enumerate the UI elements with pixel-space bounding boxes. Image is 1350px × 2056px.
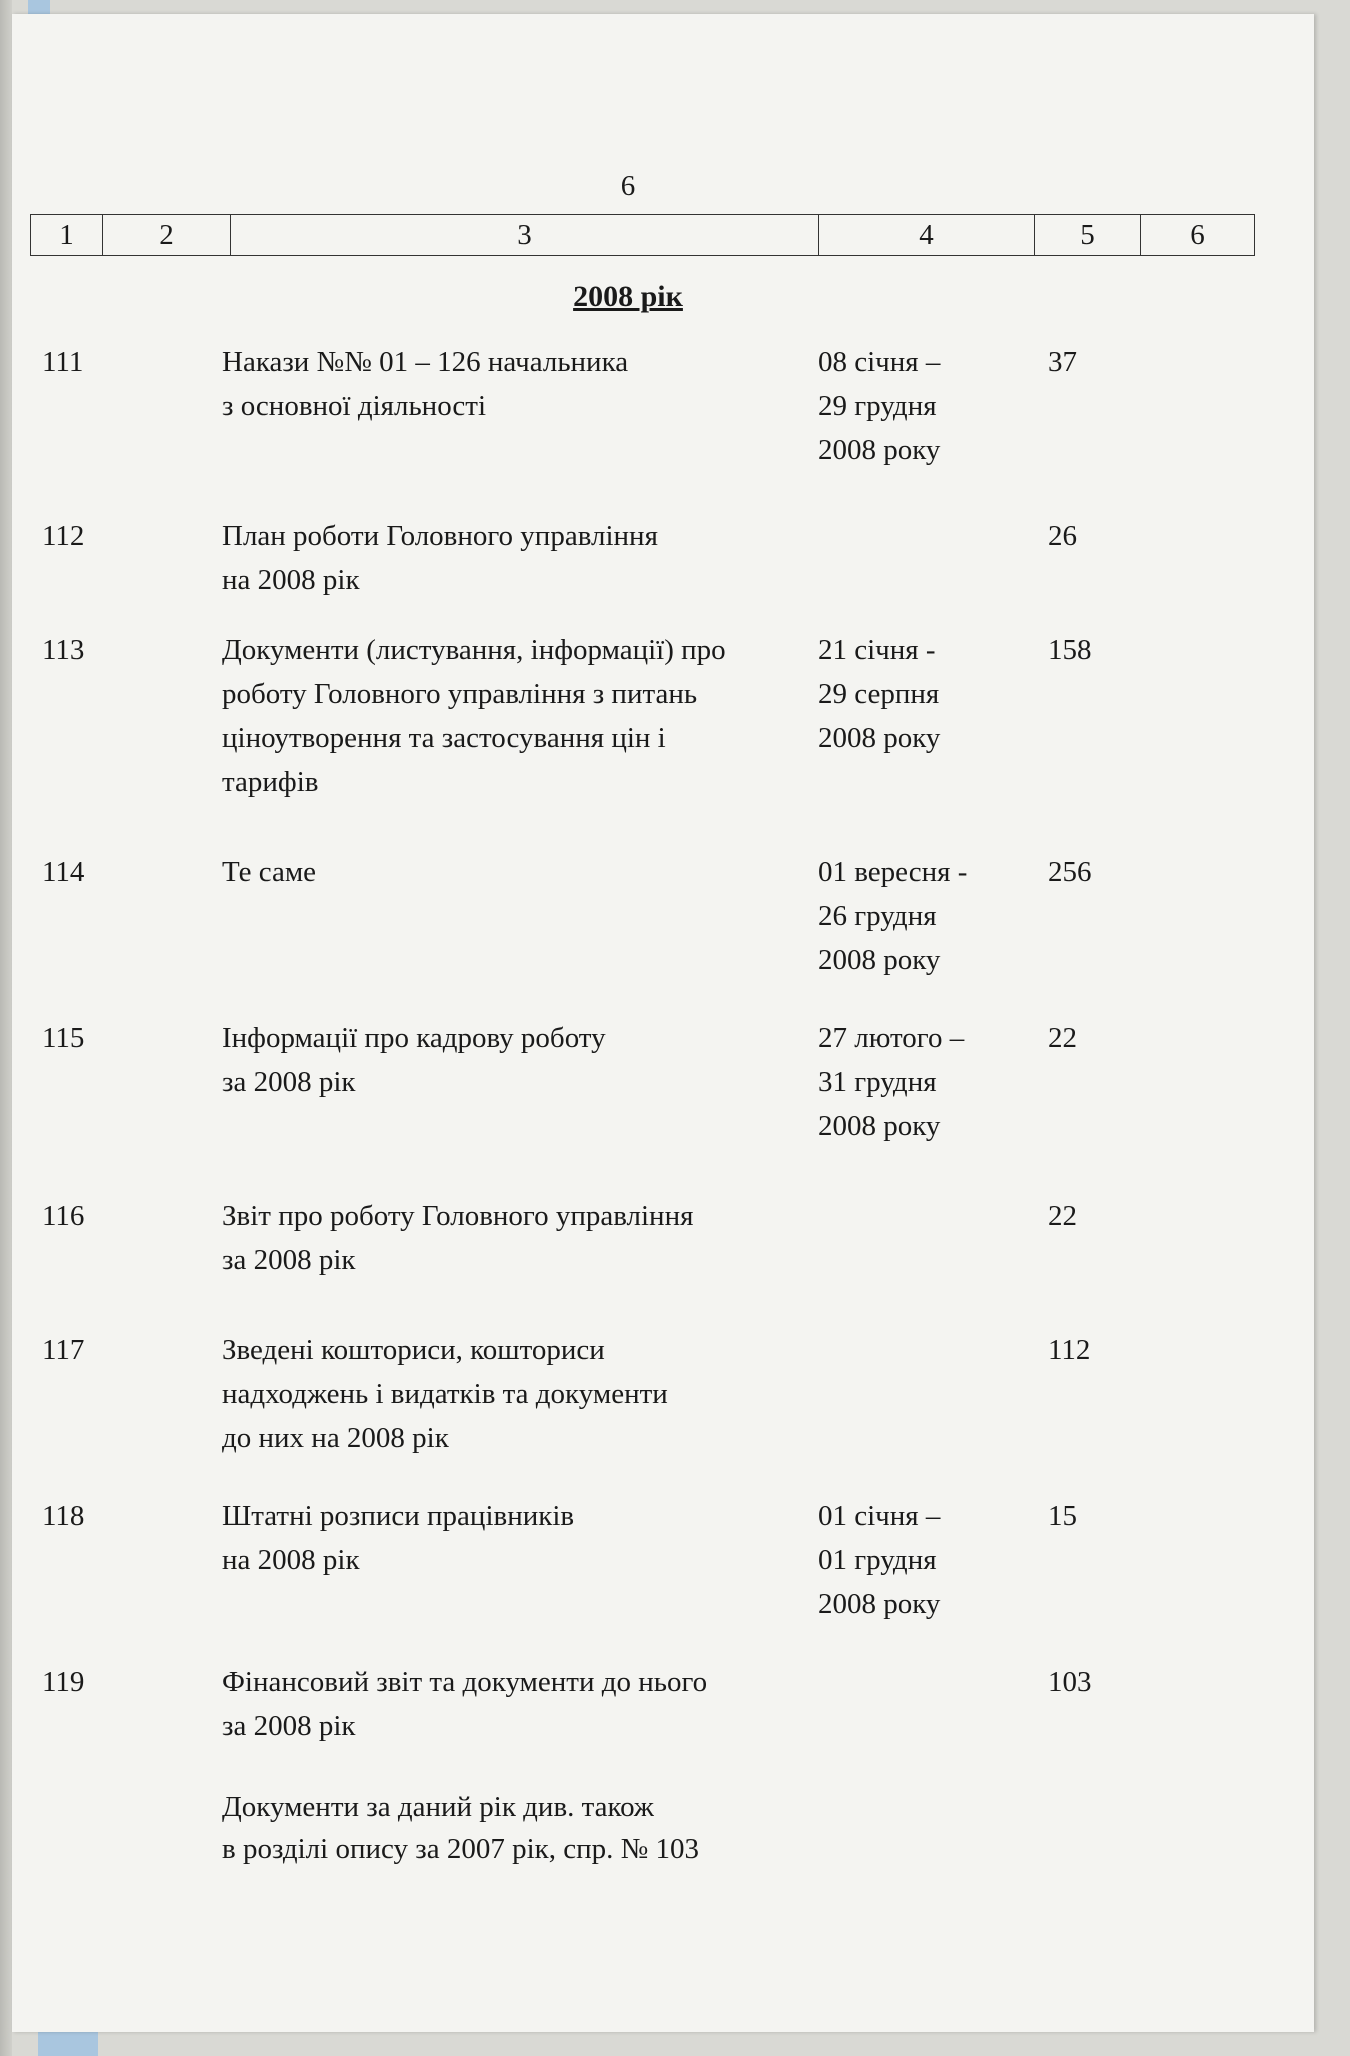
record-date-line: 29 серпня	[818, 678, 940, 710]
record-date-line: 2008 року	[818, 944, 941, 976]
record-number: 115	[42, 1022, 85, 1054]
record-title-line: з основної діяльності	[222, 390, 487, 422]
record-date-line: 2008 року	[818, 434, 941, 466]
record-dates	[818, 340, 1018, 472]
record-title	[222, 628, 832, 804]
record-title-line: Звіт про роботу Головного управління	[222, 1200, 694, 1232]
record-number: 114	[42, 856, 85, 888]
record-sheet-count: 22	[1048, 1200, 1077, 1232]
record-number: 119	[42, 1666, 85, 1698]
record-date-line: 01 вересня -	[818, 856, 968, 888]
record-date-line: 27 лютого –	[818, 1022, 965, 1054]
column-header-2: 2	[103, 215, 231, 256]
record-sheet-count: 158	[1048, 634, 1092, 666]
column-header-6: 6	[1141, 215, 1255, 256]
record-sheet-count: 112	[1048, 1334, 1091, 1366]
column-header-3: 3	[231, 215, 819, 256]
record-title-line: надходжень і видатків та документи	[222, 1378, 668, 1410]
record-sheet-count: 22	[1048, 1022, 1077, 1054]
record-title	[222, 1016, 832, 1104]
record-date-line: 31 грудня	[818, 1066, 937, 1098]
record-sheet-count: 15	[1048, 1500, 1077, 1532]
record-title-line: Накази №№ 01 – 126 начальника	[222, 346, 629, 378]
record-number: 117	[42, 1334, 85, 1366]
record-number: 118	[42, 1500, 85, 1532]
record-sheet-count: 37	[1048, 346, 1077, 378]
record-title	[222, 514, 832, 602]
record-title-line: до них на 2008 рік	[222, 1422, 449, 1454]
record-sheet-count: 256	[1048, 856, 1092, 888]
record-title	[222, 850, 832, 894]
page-number: 6	[620, 170, 636, 202]
record-title	[222, 1494, 832, 1582]
book-binding	[0, 0, 12, 2056]
bookmark-ribbon-top	[28, 0, 50, 14]
record-title	[222, 1194, 832, 1282]
year-heading: 2008 рік	[573, 280, 683, 313]
record-number: 112	[42, 520, 85, 552]
record-date-line: 26 грудня	[818, 900, 937, 932]
record-date-line: 01 січня –	[818, 1500, 941, 1532]
document-page	[12, 14, 1314, 2032]
record-title-line: План роботи Головного управління	[222, 520, 658, 552]
record-number: 116	[42, 1200, 85, 1232]
record-title	[222, 1328, 832, 1460]
record-title	[222, 340, 832, 428]
record-dates	[818, 850, 1018, 982]
record-title-line: Зведені кошториси, кошториси	[222, 1334, 605, 1366]
note-line: Документи за даний рік див. також	[222, 1791, 654, 1823]
record-title-line: тарифів	[222, 766, 319, 798]
record-dates	[818, 1016, 1018, 1148]
record-dates	[818, 628, 1018, 760]
record-title-line: Фінансовий звіт та документи до нього	[222, 1666, 708, 1698]
record-title-line: Штатні розписи працівників	[222, 1500, 575, 1532]
record-date-line: 08 січня –	[818, 346, 941, 378]
record-title-line: Документи (листування, інформації) про	[222, 634, 726, 666]
record-title-line: роботу Головного управління з питань	[222, 678, 698, 710]
record-date-line: 01 грудня	[818, 1544, 937, 1576]
record-date-line: 21 січня -	[818, 634, 936, 666]
record-title	[222, 1660, 832, 1748]
record-title-line: за 2008 рік	[222, 1244, 356, 1276]
column-header-5: 5	[1035, 215, 1141, 256]
record-dates	[818, 1494, 1018, 1626]
record-number: 113	[42, 634, 85, 666]
record-date-line: 2008 року	[818, 1588, 941, 1620]
record-title-line: Інформації про кадрову роботу	[222, 1022, 606, 1054]
record-title-line: за 2008 рік	[222, 1066, 356, 1098]
record-sheet-count: 26	[1048, 520, 1077, 552]
note-line: в розділі опису за 2007 рік, спр. № 103	[222, 1833, 700, 1865]
record-date-line: 2008 року	[818, 722, 941, 754]
column-header-4: 4	[819, 215, 1035, 256]
record-date-line: 2008 року	[818, 1110, 941, 1142]
record-title-line: ціноутворення та застосування цін і	[222, 722, 666, 754]
cross-reference-note	[222, 1786, 699, 1870]
record-title-line: на 2008 рік	[222, 1544, 360, 1576]
record-title-line: за 2008 рік	[222, 1710, 356, 1742]
column-header-row	[30, 214, 1255, 256]
bookmark-ribbon-bottom	[38, 2030, 98, 2056]
record-title-line: Те саме	[222, 856, 317, 888]
column-header-1: 1	[31, 215, 103, 256]
record-title-line: на 2008 рік	[222, 564, 360, 596]
record-sheet-count: 103	[1048, 1666, 1092, 1698]
record-number: 111	[42, 346, 84, 378]
record-date-line: 29 грудня	[818, 390, 937, 422]
